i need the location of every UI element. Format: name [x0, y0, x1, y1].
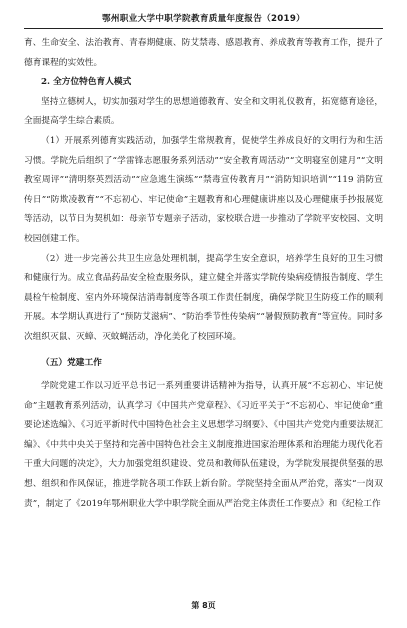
paragraph-moral-education-courses: 育、生命安全、法治教育、青春期健康、防艾禁毒、感恩教育、养成教育等教育工作，提升了德育课程的实效性。 [24, 38, 383, 68]
section-heading-party-building: （五）党建工作 [41, 357, 102, 368]
document-body [24, 34, 383, 514]
page-header: 鄂州职业大学中职学院教育质量年度报告（2019） [24, 10, 383, 29]
paragraph-practice-activities: （1）开展系列德育实践活动，加强学生常规教育，促使学生养成良好的文明行为和生活习惯。学院先后组织了“学雷锋志愿服务系列活动”“安全教育周活动”“文明寝室创建月”“文明教室周评”“清明祭英烈活动”“应急逃生演练”“禁毒宣传教育月”“消防知识培训”“119 消防宣传日”“防欺凌教育”“不忘初心、牢记使命”主题教育和心理健康讲座以及心理健康手抄报展览等活动，以节日为契机如：母亲节专题亲子活动，家校联合进一步推动了学院平安校园、文明校园创建工作。 [24, 135, 383, 244]
page-number: 第 8页 [191, 601, 216, 610]
paragraph-party-building: 学院党建工作以习近平总书记一系列重要讲话精神为指导，认真开展“不忘初心、牢记使命”主题教育系列活动，认真学习《中国共产党章程》、《习近平关于“不忘初心、牢记使命”重要论述选编》、《习近平新时代中国特色社会主义思想学习纲要》、《中国共产党党内重要法规汇编》、《中共中央关于坚持和完善中国特色社会主义制度推进国家治理体系和治理能力现代化若干重大问题的决定》，大力加强党组织建设、党员和教师队伍建设，为学院发展提供坚强的思想、组织和作风保证，推进学院各项工作跃上新台阶。学院坚持全面从严治党，落实“一岗双责”，制定了《2019年鄂州职业大学中职学院全面从严治党主体责任工作要点》和《纪检工作 [24, 381, 383, 509]
section-heading-education-model: 2. 全方位特色育人模式 [41, 77, 132, 88]
paragraph-public-health: （2）进一步完善公共卫生应急处理机制，提高学生安全意识，培养学生良好的卫生习惯和健康行为。成立食品药品安全检查服务队，建立健全并落实学院传染病疫情报告制度、学生晨检午检制度、室内外环境保洁消毒制度等各项工作责任制度，确保学院卫生防疫工作的顺利开展。本学期认真进行了“预防艾滋病”、“防治季节性传染病”“暑假预防教育”等宣传。同时多次组织灭鼠、灭蟑、灭蚊蝇活动，净化美化了校园环境。 [24, 253, 383, 342]
paragraph-moral-intro: 坚持立德树人，切实加强对学生的思想道德教育、安全和文明礼仪教育，拓宽德育途径，全面提高学生综合素质。 [24, 96, 383, 127]
